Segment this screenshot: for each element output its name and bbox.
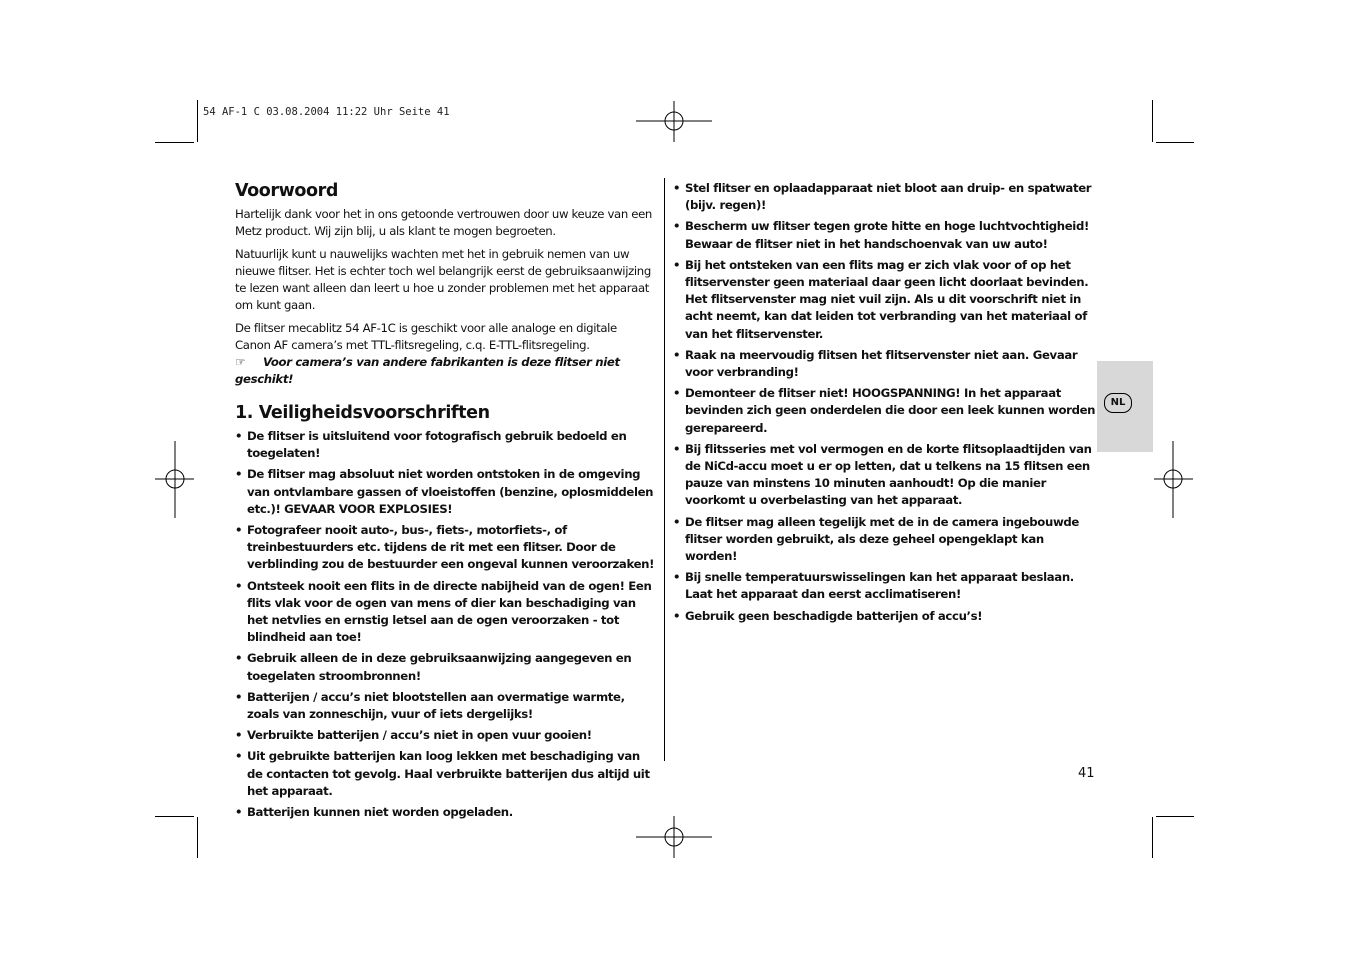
voorwoord-note-text: Voor camera’s van andere fabrikanten is deze flitser niet geschikt! bbox=[235, 355, 620, 386]
registration-mark-right bbox=[1154, 441, 1193, 518]
right-column bbox=[673, 180, 1096, 629]
safety-item: • Bij snelle temperatuurswisselingen kan het apparaat beslaan. Laat het apparaat dan eerst acclimatiseren! bbox=[673, 569, 1096, 603]
voorwoord-note bbox=[235, 354, 655, 388]
safety-item: • Fotografeer nooit auto-, bus-, fiets-, motorfiets-, of treinbestuurders etc. tijdens de rit met een flitser. Door de verblinding zou de bestuurder een ongeval kunnen veroorzaken! bbox=[235, 522, 655, 574]
registration-mark-top bbox=[636, 101, 712, 142]
registration-mark-left bbox=[155, 441, 194, 518]
safety-list-left bbox=[235, 428, 655, 821]
safety-item: • De flitser mag absoluut niet worden ontstoken in de omgeving van ontvlambare gassen of vloeistoffen (benzine, oplosmiddelen etc.)! GEVAAR VOOR EXPLOSIES! bbox=[235, 466, 655, 518]
column-divider bbox=[664, 178, 665, 761]
safety-item: • Bescherm uw flitser tegen grote hitte en hoge luchtvochtigheid! Bewaar de flitser niet in het handschoenvak van uw auto! bbox=[673, 218, 1096, 252]
safety-item: • Uit gebruikte batterijen kan loog lekken met beschadiging van de contacten tot gevolg. Haal verbruikte batterijen dus altijd uit het apparaat. bbox=[235, 748, 655, 800]
safety-list-right bbox=[673, 180, 1096, 625]
safety-item: • Bij flitsseries met vol vermogen en de korte flitsoplaadtijden van de NiCd-accu moet u er op letten, dat u telkens na 15 flitsen een pauze van minstens 10 minuten aanhoudt! Op die manier voorkomt u overbelasting van het apparaat. bbox=[673, 441, 1096, 510]
safety-item: • Batterijen kunnen niet worden opgeladen. bbox=[235, 804, 655, 821]
pointing-hand-icon: ☞ bbox=[235, 355, 246, 369]
left-column bbox=[235, 180, 655, 825]
safety-item: • Raak na meervoudig flitsen het flitservenster niet aan. Gevaar voor verbranding! bbox=[673, 347, 1096, 381]
safety-item: • Gebruik geen beschadigde batterijen of accu’s! bbox=[673, 608, 1096, 625]
voorwoord-paragraph: Hartelijk dank voor het in ons getoonde vertrouwen door uw keuze van een Metz product. Wij zijn blij, u als klant te mogen begroeten. bbox=[235, 207, 652, 238]
safety-item: • Gebruik alleen de in deze gebruiksaanwijzing aangegeven en toegelaten stroombronnen! bbox=[235, 650, 655, 684]
safety-item: • Stel flitser en oplaadapparaat niet bloot aan druip- en spatwater (bijv. regen)! bbox=[673, 180, 1096, 214]
print-header: 54 AF-1 C 03.08.2004 11:22 Uhr Seite 41 bbox=[203, 106, 450, 118]
voorwoord-paragraph: De flitser mecablitz 54 AF-1C is geschikt voor alle analoge en digitale Canon AF camera’s met TTL-flitsregeling, c.q. E-TTL-flitsregeling. bbox=[235, 321, 617, 352]
safety-item: • De flitser mag alleen tegelijk met de in de camera ingebouwde flitser worden gebruikt, als deze geheel opengeklapt kan worden! bbox=[673, 514, 1096, 566]
safety-item: • Demonteer de flitser niet! HOOGSPANNING! In het apparaat bevinden zich geen onderdelen die door een leek kunnen worden gerepareerd. bbox=[673, 385, 1096, 437]
safety-item: • Bij het ontsteken van een flits mag er zich vlak voor of op het flitservenster geen materiaal daar geen licht doorlaat bevinden. Het flitservenster mag niet vuil zijn. Als u dit voorschrift niet in acht neemt, kan dat leiden tot verbranding van het materiaal of van het flitservenster. bbox=[673, 257, 1096, 343]
voorwoord-paragraph: Natuurlijk kunt u nauwelijks wachten met het in gebruik nemen van uw nieuwe flitser. Het is echter toch wel belangrijk eerst de gebruiksaanwijzing te lezen want alleen dan leert u hoe u zonder problemen met het apparaat om kunt gaan. bbox=[235, 247, 651, 312]
language-badge: NL bbox=[1104, 393, 1132, 413]
language-tab bbox=[1097, 361, 1153, 452]
safety-item: • Ontsteek nooit een flits in de directe nabijheid van de ogen! Een flits vlak voor de ogen van mens of dier kan beschadiging van het netvlies en ernstig letsel aan de ogen veroorzaken - tot blindheid aan toe! bbox=[235, 578, 655, 647]
safety-title: 1. Veiligheidsvoorschriften bbox=[235, 403, 490, 423]
safety-item: • Batterijen / accu’s niet blootstellen aan overmatige warmte, zoals van zonneschijn, vuur of iets dergelijks! bbox=[235, 689, 655, 723]
safety-item: • De flitser is uitsluitend voor fotografisch gebruik bedoeld en toegelaten! bbox=[235, 428, 655, 462]
safety-item: • Verbruikte batterijen / accu’s niet in open vuur gooien! bbox=[235, 727, 655, 744]
voorwoord-title: Voorwoord bbox=[235, 181, 339, 201]
page-number: 41 bbox=[1078, 766, 1095, 781]
